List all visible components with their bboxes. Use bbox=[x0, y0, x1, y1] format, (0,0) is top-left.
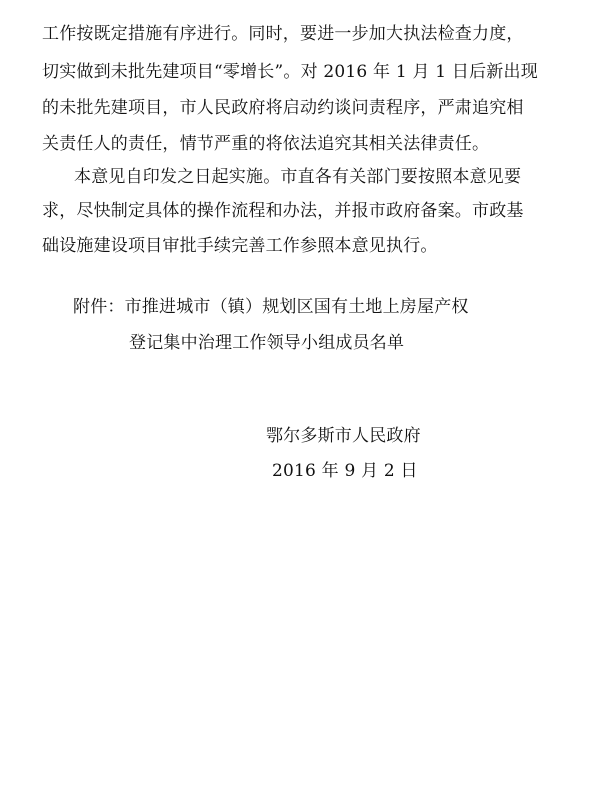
body-text-line: 关责任人的责任，情节严重的将依法追究其相关法律责任。 bbox=[42, 134, 490, 154]
body-text-line: 求，尽快制定具体的操作流程和办法，并报市政府备案。市政基 bbox=[42, 201, 524, 221]
issue-date: 2016 年 9 月 2 日 bbox=[272, 461, 418, 481]
attachment-line: 登记集中治理工作领导小组成员名单 bbox=[129, 333, 405, 353]
issuer-signature: 鄂尔多斯市人民政府 bbox=[266, 426, 421, 446]
body-text-line: 工作按既定措施有序进行。同时，要进一步加大执法检查力度， bbox=[42, 24, 524, 44]
attachment-line: 附件：市推进城市（镇）规划区国有土地上房屋产权 bbox=[73, 297, 469, 317]
body-text-line: 的未批先建项目，市人民政府将启动约谈问责程序，严肃追究相 bbox=[42, 98, 524, 118]
body-text-line: 础设施建设项目审批手续完善工作参照本意见执行。 bbox=[42, 236, 438, 256]
body-text-line: 本意见自印发之日起实施。市直各有关部门要按照本意见要 bbox=[74, 167, 522, 187]
body-text-line: 切实做到未批先建项目“零增长”。对 2016 年 1 月 1 日后新出现 bbox=[42, 62, 538, 82]
